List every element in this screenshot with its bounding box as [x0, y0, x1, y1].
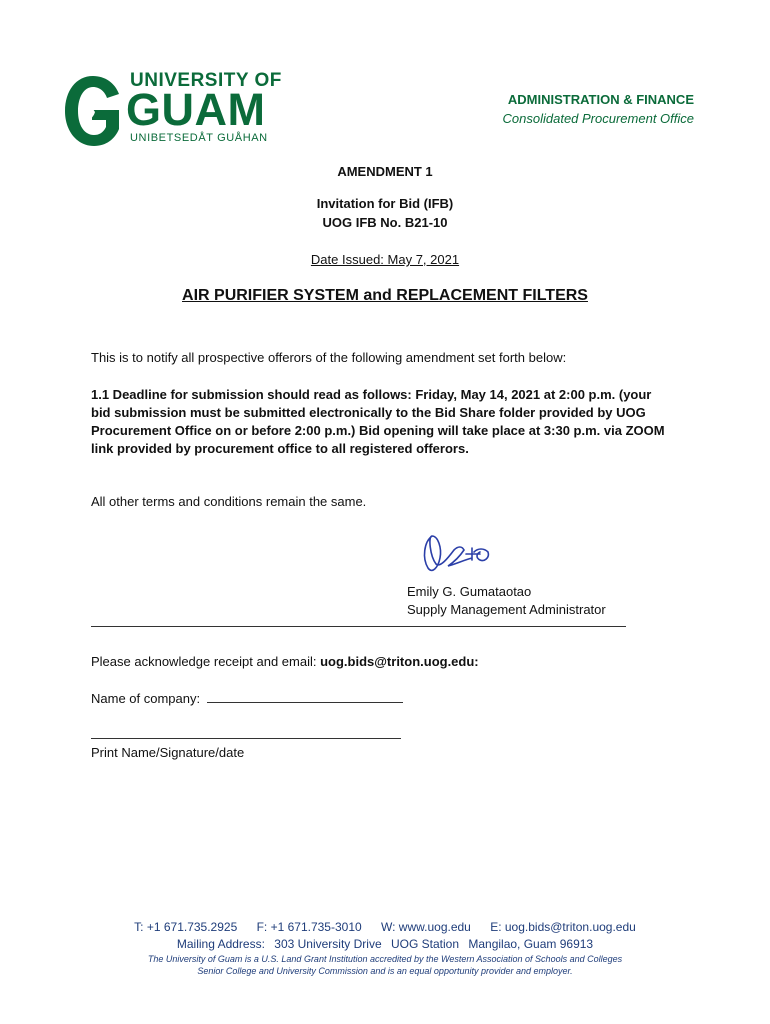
department-office: Consolidated Procurement Office [502, 111, 694, 126]
signatory-name: Emily G. Gumataotao [407, 584, 532, 599]
footer-contacts [0, 920, 770, 934]
acknowledge-prompt: Please acknowledge receipt and email: [91, 654, 321, 669]
signature-image [418, 528, 508, 578]
department-name: ADMINISTRATION & FINANCE [507, 92, 694, 107]
company-label: Name of company: [91, 691, 204, 706]
amendment-title: AMENDMENT 1 [337, 164, 433, 179]
print-name-label: Print Name/Signature/date [91, 745, 245, 760]
footer-street: 303 University Drive [274, 937, 382, 951]
uog-g-icon [62, 74, 124, 148]
footer-phone: T: +1 671.735.2925 [134, 920, 238, 934]
footer-address [0, 937, 770, 951]
company-line [91, 690, 403, 706]
footer-note-1: The University of Guam is a U.S. Land Grant Institution accredited by the Western Association of Schools and Colleges [147, 954, 623, 964]
acknowledge-email: uog.bids@triton.uog.edu: [320, 654, 479, 669]
signatory-title: Supply Management Administrator [407, 602, 606, 617]
logo-guam-text: GUAM [126, 84, 266, 135]
divider-line [91, 626, 626, 627]
footer-web: W: www.uog.edu [381, 920, 471, 934]
ifb-number: UOG IFB No. B21-10 [322, 215, 448, 230]
ifb-title: Invitation for Bid (IFB) [316, 196, 454, 211]
subject-heading: AIR PURIFIER SYSTEM and REPLACEMENT FILTERS [182, 287, 588, 304]
footer-email: E: uog.bids@triton.uog.edu [490, 920, 636, 934]
footer-fax: F: +1 671.735-3010 [256, 920, 362, 934]
footer-note-2: Senior College and University Commission and is an equal opportunity provider and employer. [197, 966, 573, 976]
terms-text: All other terms and conditions remain the same. [91, 494, 367, 509]
date-issued: Date Issued: May 7, 2021 [310, 252, 460, 267]
acknowledge-line [91, 654, 479, 669]
department-block [503, 92, 694, 126]
footer-city: Mangilao, Guam 96913 [468, 937, 594, 951]
footer-station: UOG Station [390, 937, 460, 951]
university-logo [62, 70, 282, 150]
notify-text: This is to notify all prospective offerors of the following amendment set forth below: [91, 350, 567, 365]
logo-university-text: UNIVERSITY OF [130, 70, 282, 91]
company-blank [207, 690, 403, 703]
logo-chamorro-text: UNIBETSEDÅT GUÅHAN [130, 132, 268, 144]
footer-mailing-label: Mailing Address: [176, 937, 265, 951]
amendment-paragraph: 1.1 Deadline for submission should read as follows: Friday, May 14, 2021 at 2:00 p.m. (your bid submission must be submitted electronically to the Bid Share folder provided by UOG Procurement Office on or before 2:00 p.m.) Bid opening will take place at 3:30 p.m. via ZOOM link provided by procurement office to all registered offerors. [91, 387, 665, 456]
signature-blank [91, 738, 401, 739]
